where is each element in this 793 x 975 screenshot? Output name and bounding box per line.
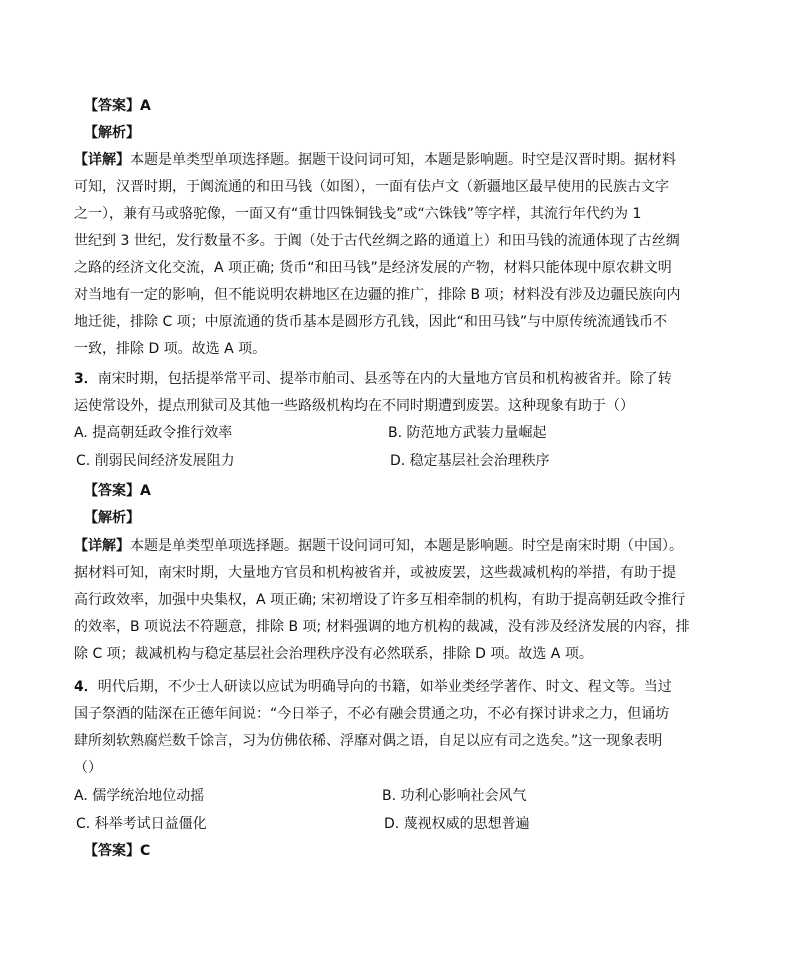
q3-option-d: D. 稳定基层社会治理秩序 <box>390 453 550 469</box>
q3-detail-line-3: 高行政效率，加强中央集权，A 项正确; 宋初增设了许多互相牵制的机构，有助于提高朝廷政令推行 <box>74 592 686 608</box>
q4-stem-line-3: 肆所刻软熟腐烂数千馀言，习为仿佛依稀、浮靡对偶之语，自足以应有司之选矣。”这一现象表明 <box>74 733 663 749</box>
detail-text: 本题是单类型单项选择题。据题干设问词可知，本题是影响题。时空是汉晋时期。据材料 <box>130 152 676 168</box>
q4-option-a: A. 儒学统治地位动摇 <box>74 788 205 804</box>
analysis-label: 【解析】 <box>84 125 140 141</box>
answer-value: A <box>140 98 151 114</box>
question-number: 4． <box>74 679 98 695</box>
detail-label: 【详解】 <box>74 538 130 554</box>
q3-stem-line-1 <box>74 369 694 389</box>
answer-value: A <box>140 483 151 499</box>
q2-detail-line-8: 一致，排除 D 项。故选 A 项。 <box>74 341 267 357</box>
q2-detail-line-4: 世纪到 3 世纪，发行数量不多。于阗（处于古代丝绸之路的通道上）和田马钱的流通体现了古丝绸 <box>74 233 680 249</box>
q2-detail-line-3: 之一），兼有马或骆驼像，一面又有“重廿四铢铜钱戋”或“六铢钱”等字样，其流行年代约为 1 <box>74 206 642 222</box>
q4-option-b: B. 功利心影响社会风气 <box>382 788 527 804</box>
q4-answer <box>84 841 704 861</box>
q4-stem-line-1 <box>74 677 694 697</box>
q4-option-d: D. 蔑视权威的思想普遍 <box>384 816 530 832</box>
answer-value: C <box>140 843 151 859</box>
question-stem: 南宋时期，包括提举常平司、提举市舶司、县丞等在内的大量地方官员和机构被省并。除了转 <box>97 371 672 387</box>
q3-option-b: B. 防范地方武装力量崛起 <box>388 425 547 441</box>
q3-option-c: C. 削弱民间经济发展阻力 <box>76 453 235 469</box>
detail-text: 本题是单类型单项选择题。据题干设问词可知，本题是影响题。时空是南宋时期（中国）。 <box>130 538 683 554</box>
q2-detail-line-6: 对当地有一定的影响，但不能说明农耕地区在边疆的推广，排除 B 项；材料没有涉及边疆民族向内 <box>74 287 681 303</box>
q2-detail-line-2: 可知，汉晋时期，于阗流通的和田马钱（如图），一面有佉卢文（新疆地区最早使用的民族古文字 <box>74 179 669 195</box>
q3-option-a: A. 提高朝廷政令推行效率 <box>74 425 233 441</box>
q4-stem-line-4: （） <box>74 760 102 776</box>
q3-detail-line-4: 的效率，B 项说法不符题意，排除 B 项; 材料强调的地方机构的裁减，没有涉及经济发展的内容，排 <box>74 619 690 635</box>
answer-label: 【答案】 <box>84 843 140 859</box>
question-number: 3． <box>74 371 98 387</box>
q3-analysis-label <box>84 508 704 528</box>
answer-label: 【答案】 <box>84 483 140 499</box>
q3-detail-line-1 <box>74 536 694 556</box>
detail-label: 【详解】 <box>74 152 130 168</box>
q4-option-c: C. 科举考试日益僵化 <box>76 816 207 832</box>
analysis-label: 【解析】 <box>84 510 140 526</box>
q2-detail-line-1 <box>74 150 694 170</box>
q3-detail-line-2: 据材料可知，南宋时期，大量地方官员和机构被省并，或被废罢，这些裁减机构的举措，有助于提 <box>74 565 676 581</box>
q3-detail-line-5: 除 C 项；裁减机构与稳定基层社会治理秩序没有必然联系，排除 D 项。故选 A 项。 <box>74 646 593 662</box>
answer-label: 【答案】 <box>84 98 140 114</box>
q2-answer <box>84 96 704 116</box>
q2-detail-line-5: 之路的经济文化交流，A 项正确; 货币“和田马钱”是经济发展的产物，材料只能体现中原农耕文明 <box>74 260 672 276</box>
q4-stem-line-2: 国子祭酒的陆深在正德年间说：“今日举子，不必有融会贯通之功，不必有探讨讲求之力，但诵坊 <box>74 706 670 722</box>
q2-detail-line-7: 地迁徙，排除 C 项；中原流通的货币基本是圆形方孔钱，因此“和田马钱”与中原传统流通钱币不 <box>74 314 668 330</box>
q3-answer <box>84 481 704 501</box>
question-stem: 明代后期，不少士人研读以应试为明确导向的书籍，如举业类经学著作、时文、程文等。当过 <box>97 679 672 695</box>
q2-analysis-label <box>84 123 704 143</box>
q3-stem-line-2: 运使常设外，提点刑狱司及其他一些路级机构均在不同时期遭到废罢。这种现象有助于（） <box>74 398 634 414</box>
